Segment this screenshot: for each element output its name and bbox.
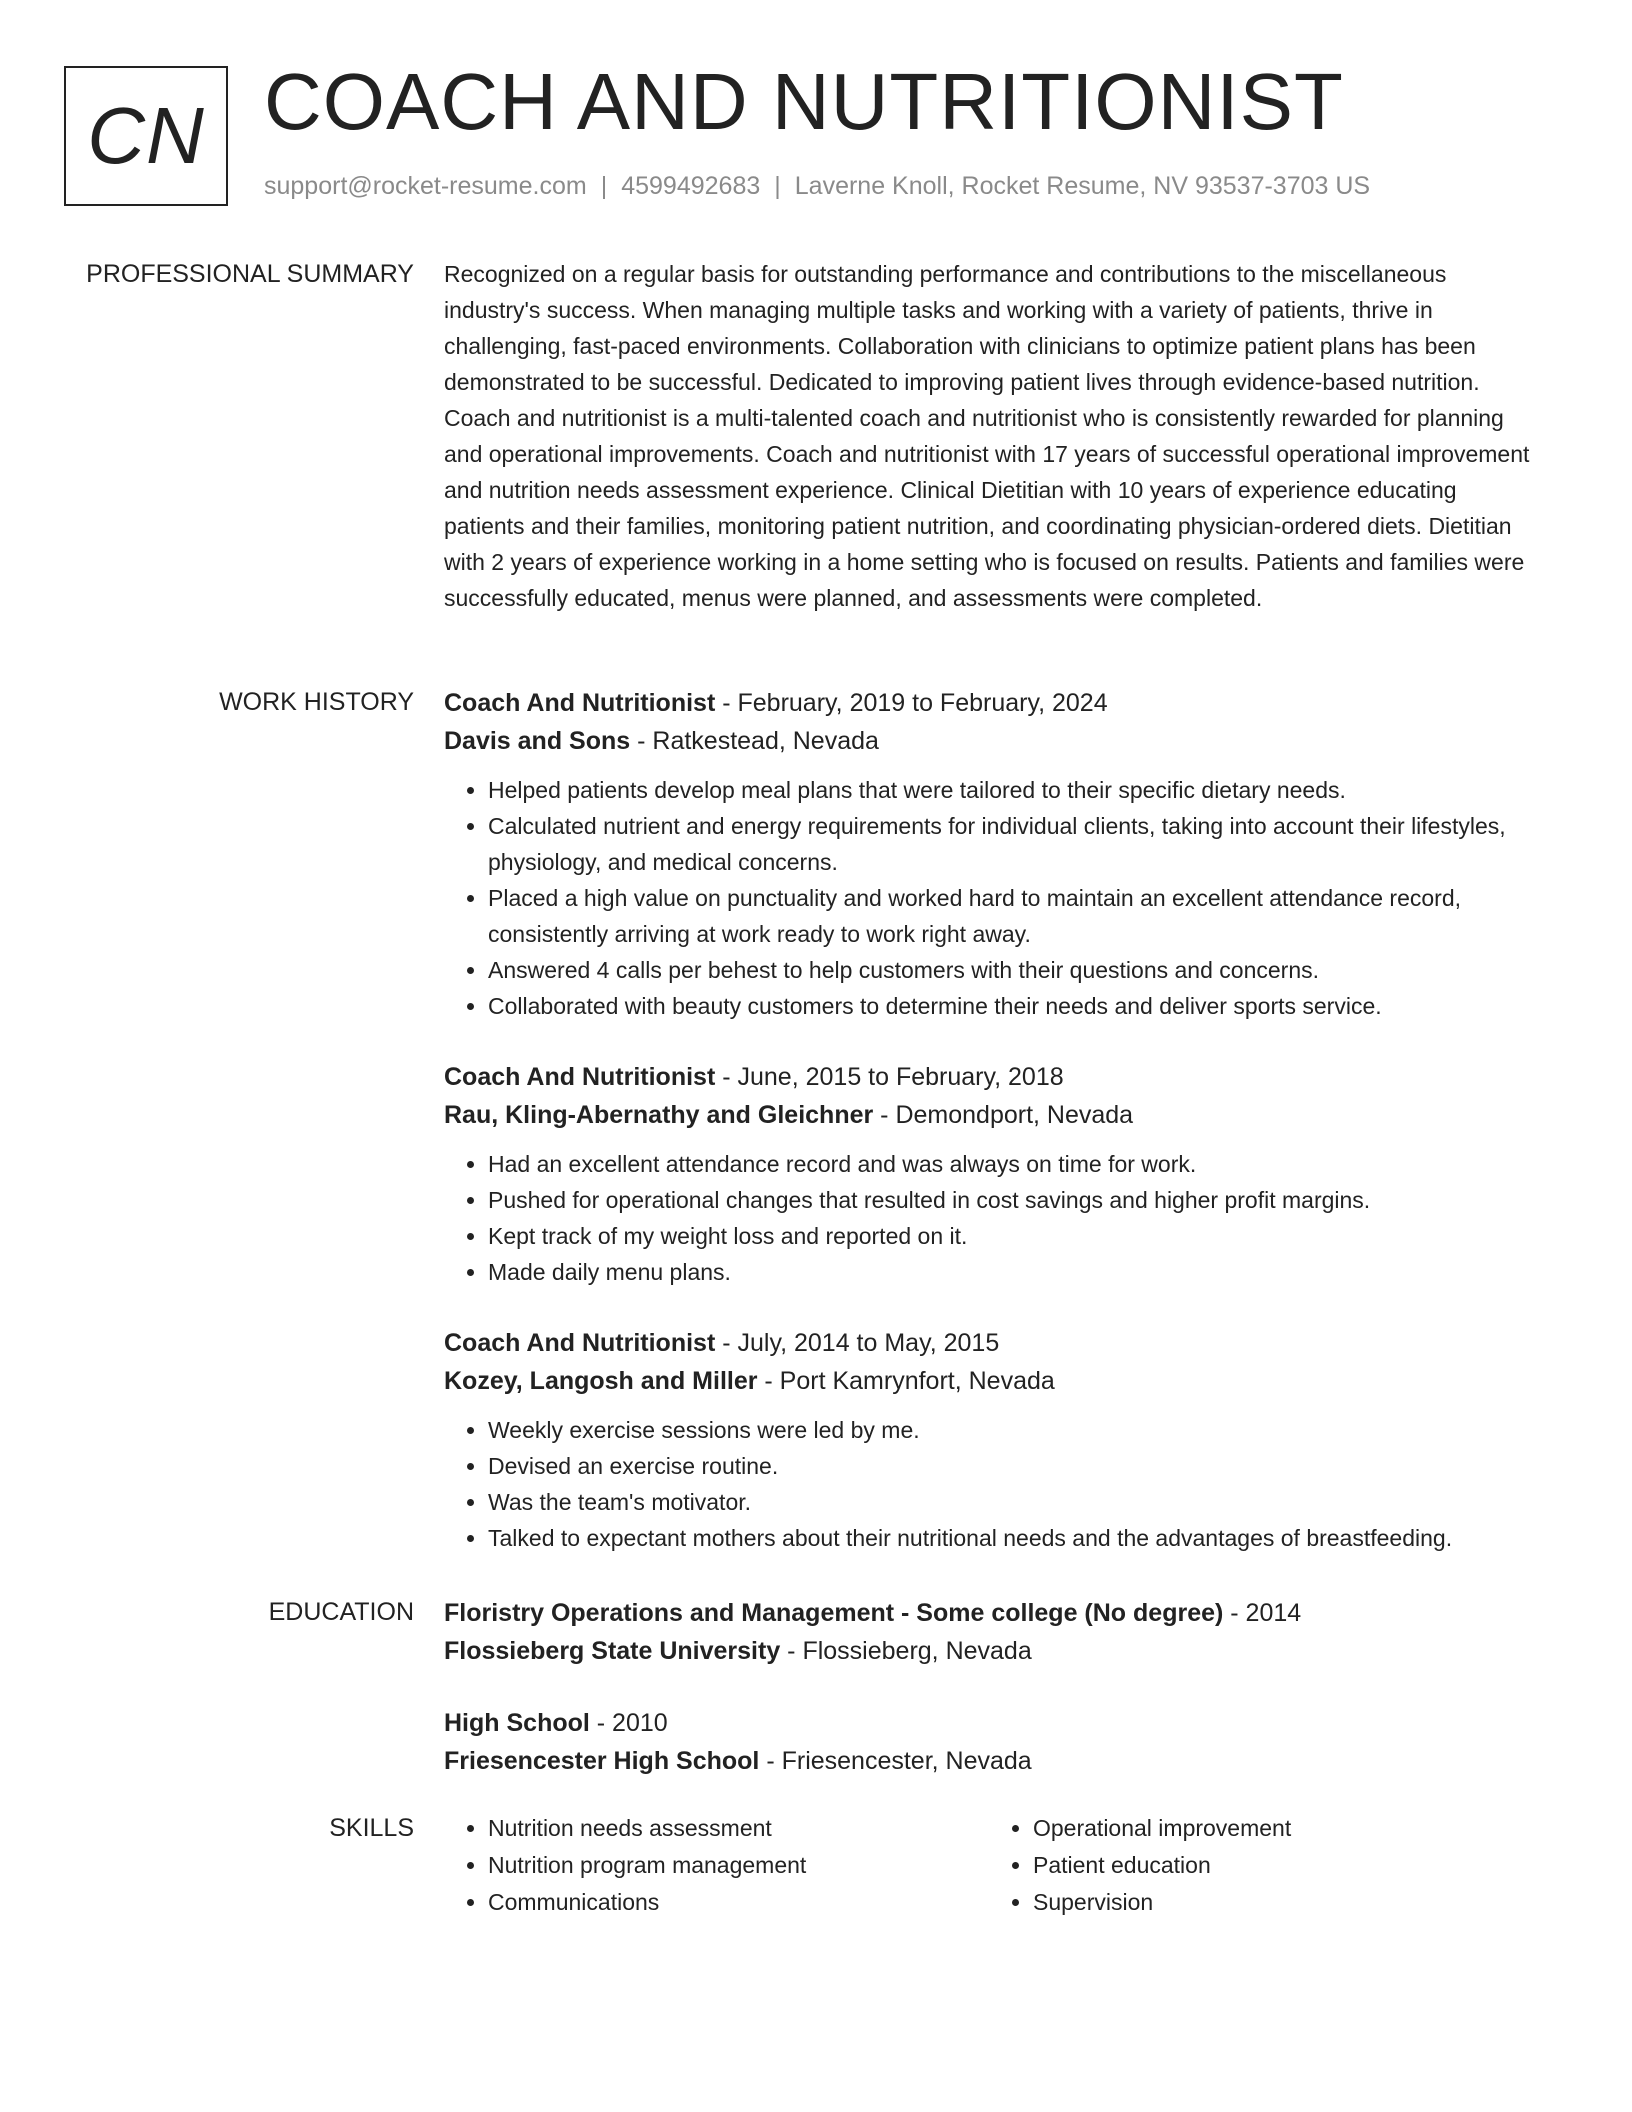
work-history-body	[444, 684, 1534, 1590]
section-label: EDUCATION	[268, 1598, 414, 1626]
contact-phone: 4599492683	[621, 172, 761, 200]
degree: Floristry Operations and Management - Some college (No degree)	[444, 1599, 1224, 1627]
skills-body	[444, 1810, 1534, 1921]
school-line	[444, 1742, 1534, 1780]
monogram-badge: CN	[64, 66, 228, 206]
skill-item: • Communications	[488, 1884, 989, 1921]
job-company-line	[444, 722, 1534, 760]
education-body	[444, 1594, 1534, 1814]
list-item: • Made daily menu plans.	[488, 1254, 1534, 1290]
degree: High School	[444, 1709, 590, 1737]
job-company: Davis and Sons	[444, 727, 631, 755]
skill-item: • Supervision	[1033, 1884, 1534, 1921]
job-dates: - July, 2014 to May, 2015	[715, 1329, 1000, 1357]
job-location: - Demondport, Nevada	[873, 1101, 1134, 1129]
job-title-line	[444, 1058, 1534, 1096]
job-title: Coach And Nutritionist	[444, 1329, 716, 1357]
school-line	[444, 1632, 1534, 1670]
summary-body	[444, 256, 1534, 616]
education-entry	[444, 1704, 1534, 1780]
job-title-line	[444, 684, 1534, 722]
job-bullets	[444, 1146, 1534, 1290]
job-entry	[444, 1324, 1534, 1556]
list-item: • Helped patients develop meal plans that were tailored to their specific dietary needs.	[488, 772, 1534, 808]
job-entry	[444, 1058, 1534, 1290]
degree-line	[444, 1594, 1534, 1632]
skill-item: • Nutrition needs assessment	[488, 1810, 989, 1847]
contact-email: support@rocket-resume.com	[264, 172, 587, 200]
job-company-line	[444, 1362, 1534, 1400]
contact-separator: |	[774, 172, 781, 200]
job-title: Coach And Nutritionist	[444, 1063, 716, 1091]
list-item: • Had an excellent attendance record and was always on time for work.	[488, 1146, 1534, 1182]
list-item: • Kept track of my weight loss and reported on it.	[488, 1218, 1534, 1254]
skills-column-left	[444, 1810, 989, 1921]
list-item: • Collaborated with beauty customers to determine their needs and deliver sports service.	[488, 988, 1534, 1024]
list-item: • Placed a high value on punctuality and worked hard to maintain an excellent attendance record, consistently arriving at work ready to work right away.	[488, 880, 1534, 952]
list-item: • Answered 4 calls per behest to help customers with their questions and concerns.	[488, 952, 1534, 988]
job-entry	[444, 684, 1534, 1024]
education-entry	[444, 1594, 1534, 1670]
degree-year: - 2010	[589, 1709, 668, 1737]
school-location: - Friesencester, Nevada	[759, 1747, 1032, 1775]
job-dates: - June, 2015 to February, 2018	[715, 1063, 1064, 1091]
list-item: • Devised an exercise routine.	[488, 1448, 1534, 1484]
list-item: • Pushed for operational changes that resulted in cost savings and higher profit margins.	[488, 1182, 1534, 1218]
job-company: Rau, Kling-Abernathy and Gleichner	[444, 1101, 874, 1129]
degree-line	[444, 1704, 1534, 1742]
summary-text: Recognized on a regular basis for outstanding performance and contributions to the miscellaneous industry's success. When managing multiple tasks and working with a variety of patients, thrive in challenging, fast-paced environments. Collaboration with clinicians to optimize patient plans has been demonstrated to be successful. Dedicated to improving patient lives through evidence-based nutrition. Coach and nutritionist is a multi-talented coach and nutritionist who is consistently rewarded for planning and operational improvements. Coach and nutritionist with 17 years of successful operational improvement and nutrition needs assessment experience. Clinical Dietitian with 10 years of experience educating patients and their families, monitoring patient nutrition, and coordinating physician-ordered diets. Dietitian with 2 years of experience working in a home setting who is focused on results. Patients and families were successfully educated, menus were planned, and assessments were completed.	[444, 261, 1530, 611]
section-label: WORK HISTORY	[219, 688, 414, 716]
list-item: • Calculated nutrient and energy requirements for individual clients, taking into account their lifestyles, physiology, and medical concerns.	[488, 808, 1534, 880]
skill-item: • Patient education	[1033, 1847, 1534, 1884]
list-item: • Was the team's motivator.	[488, 1484, 1534, 1520]
job-location: - Ratkestead, Nevada	[630, 727, 879, 755]
section-label: PROFESSIONAL SUMMARY	[86, 260, 414, 288]
skills-column-right	[989, 1810, 1534, 1921]
skill-item: • Operational improvement	[1033, 1810, 1534, 1847]
job-location: - Port Kamrynfort, Nevada	[757, 1367, 1055, 1395]
list-item: • Weekly exercise sessions were led by me.	[488, 1412, 1534, 1448]
resume-name: COACH AND NUTRITIONIST	[264, 57, 1344, 146]
school: Flossieberg State University	[444, 1637, 781, 1665]
section-label: SKILLS	[329, 1814, 414, 1842]
school-location: - Flossieberg, Nevada	[780, 1637, 1032, 1665]
school: Friesencester High School	[444, 1747, 760, 1775]
job-title-line	[444, 1324, 1534, 1362]
list-item: • Talked to expectant mothers about their nutritional needs and the advantages of breastfeeding.	[488, 1520, 1534, 1556]
job-bullets	[444, 1412, 1534, 1556]
contact-line	[264, 172, 1370, 201]
contact-address: Laverne Knoll, Rocket Resume, NV 93537-3703 US	[794, 172, 1371, 200]
job-bullets	[444, 772, 1534, 1024]
job-title: Coach And Nutritionist	[444, 689, 716, 717]
degree-year: - 2014	[1223, 1599, 1302, 1627]
job-dates: - February, 2019 to February, 2024	[715, 689, 1108, 717]
job-company-line	[444, 1096, 1534, 1134]
contact-separator: |	[600, 172, 608, 200]
job-company: Kozey, Langosh and Miller	[444, 1367, 758, 1395]
skill-item: • Nutrition program management	[488, 1847, 989, 1884]
